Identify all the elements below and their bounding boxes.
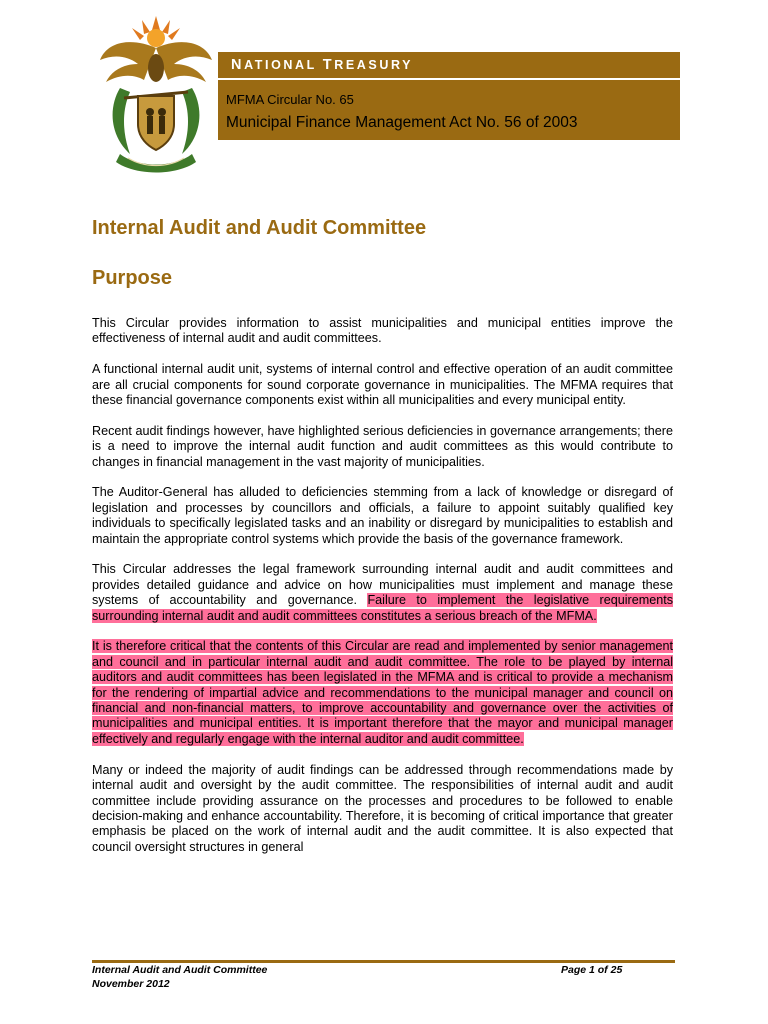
highlighted-text: Failure to implement the legislative requirements surrounding internal audit and audit committees constitutes a serious breach of the MFMA. <box>92 593 674 623</box>
section-heading-purpose: Purpose <box>92 267 173 289</box>
paragraph-text: A functional internal audit unit, systems of internal control and effective operation of an audit committee are all crucial components for sound corporate governance in municipalities. The MFMA requires that these financial governance components exist within all municipalities and every municipal entity. <box>92 362 673 408</box>
footer-left <box>92 964 267 991</box>
paragraph-6 <box>92 639 673 747</box>
paragraph-text: This Circular provides information to assist municipalities and municipal entities improve the effectiveness of internal audit and audit committees. <box>92 316 673 346</box>
paragraph-4 <box>92 485 673 547</box>
footer-divider <box>92 960 675 963</box>
circular-info-banner <box>218 78 680 140</box>
coat-of-arms-icon <box>94 8 218 176</box>
act-title: Municipal Finance Management Act No. 56 of 2003 <box>226 114 578 131</box>
document-body <box>92 316 673 871</box>
paragraph-text: Recent audit findings however, have highlighted serious deficiencies in governance arrangements; there is a need to improve the internal audit function and audit committees as this would contribute to changes in financial management in the vast majority of municipalities. <box>92 423 673 469</box>
circular-number: MFMA Circular No. 65 <box>226 92 354 107</box>
paragraph-1 <box>92 316 673 347</box>
banner-word-national: ATIONAL <box>244 58 317 72</box>
paragraph-5 <box>92 562 673 624</box>
paragraph-3 <box>92 424 673 470</box>
paragraph-text: The Auditor-General has alluded to deficiencies stemming from a lack of knowledge or disregard of legislation and processes by councillors and officials, a failure to appoint suitably qualified key individuals to specifically legislated tasks and an inability or disregard by municipalities to establish and maintain the appropriate control systems which provide the basis of the governance framework. <box>92 485 673 546</box>
paragraph-text: This Circular addresses the legal framework surrounding internal audit and audit committees and provides detailed guidance and advice on how municipalities must implement and manage these systems of accountability and governance. <box>92 562 673 608</box>
footer-date: November 2012 <box>92 977 170 990</box>
national-treasury-banner <box>218 52 680 78</box>
banner-word-treasury: REASURY <box>334 58 414 72</box>
document-title: Internal Audit and Audit Committee <box>92 217 427 239</box>
paragraph-2 <box>92 362 673 408</box>
footer-document-name: Internal Audit and Audit Committee <box>92 964 268 976</box>
banner-initial-t: T <box>322 57 335 73</box>
highlighted-text: It is therefore critical that the contents of this Circular are read and implemented by senior management and council and in particular internal audit and audit committee. The role to be played by internal auditors and audit committees has been legislated in the MFMA and is critical to provide a mechanism for the rendering of impartial advice and recommendations to the municipal manager and council on financial and non-financial matters, to improve accountability and governance over the activities of municipalities and municipal entities. It is important therefore that the mayor and municipal manager effectively and regularly engage with the internal auditor and audit committee. <box>92 639 673 746</box>
footer-page-number: Page 1 of 25 <box>561 964 623 976</box>
banner-initial-n: N <box>231 57 245 73</box>
paragraph-7 <box>92 763 673 855</box>
paragraph-text: Many or indeed the majority of audit findings can be addressed through recommendations made by internal audit and oversight by the audit committee. The responsibilities of internal audit and audit committee include providing assurance on the processes and procedures to be followed to enable decision-making and enhance accountability. Therefore, it is becoming of critical importance that greater emphasis be placed on the work of internal audit and the audit committee. It is also expected that council oversight structures in general <box>92 762 673 854</box>
